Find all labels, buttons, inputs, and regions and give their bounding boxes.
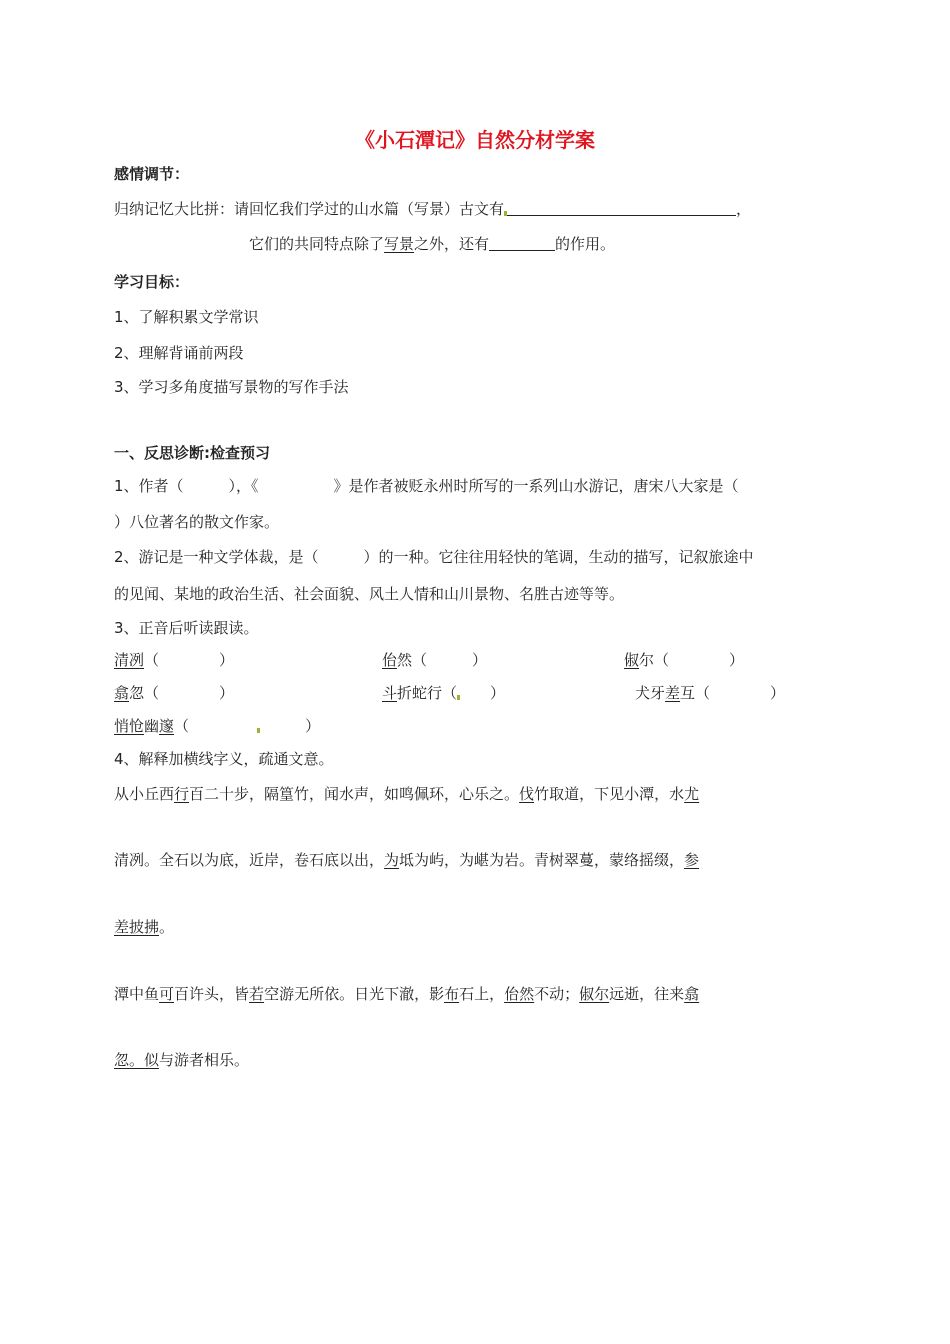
goal-item: 1、了解积累文学常识 [114,308,259,326]
pron-item-qiaochuang: 悄怆幽邃（ ） [114,717,321,735]
question-1-line-1: 1、作者（ ），《 》是作者被贬永州时所写的一系列山水游记，唐宋八大家是（ [114,477,739,495]
recall-suffix: ， [736,200,752,218]
question-2-line-2: 的见闻、某地的政治生活、社会面貌、风土人情和山川景物、名胜古迹等等。 [114,585,625,603]
section-heading-feeling: 感情调节： [114,165,190,183]
question-3: 3、正音后听读跟读。 [114,619,259,637]
question-1-line-2: ）八位著名的散文作家。 [114,513,280,531]
recall-line-2 [249,234,615,254]
goal-item: 3、学习多角度描写景物的写作手法 [114,378,349,396]
pron-item-chuer: 俶尔（ ） [624,651,745,669]
recall-line-1 [114,199,751,219]
pron-item-qinglie: 清冽（ ） [114,651,235,669]
pron-item-yiran: 佁然（ ） [382,651,488,669]
goal-item: 2、理解背诵前两段 [114,344,244,362]
recall-text-c: 的作用。 [555,235,616,253]
pron-item-quanya: 犬牙差互（ ） [635,684,786,702]
page-title: 《小石潭记》自然分材学案 [355,128,595,152]
answer-blank-function[interactable] [489,234,555,251]
section-heading-goals: 学习目标： [114,273,190,291]
question-2-line-1: 2、游记是一种文学体裁，是（ ）的一种。它往往用轻快的笔调，生动的描写，记叙旅途中 [114,548,754,566]
recall-prompt: 归纳记忆大比拼：请回忆我们学过的山水篇（写景）古文有 [114,200,505,218]
passage-line-5: 忽。似与游者相乐。 [114,1051,250,1069]
pron-item-douzhe: 斗折蛇行（ ） [382,684,506,702]
section-heading-preview: 一、反思诊断:检查预习 [114,444,270,462]
pron-item-xihu: 翕忽（ ） [114,684,235,702]
recall-text-b: 之外，还有 [414,235,490,253]
passage-line-2: 清冽。全石以为底，近岸，卷石底以出，为坻为屿，为嵁为岩。青树翠蔓，蒙络摇缀，参 [114,851,700,869]
answer-blank-texts[interactable] [507,199,736,216]
passage-line-1: 从小丘西行百二十步，隔篁竹，闻水声，如鸣佩环，心乐之。伐竹取道，下见小潭，水尤 [114,785,700,803]
passage-line-4: 潭中鱼可百许头，皆若空游无所依。日光下澈，影布石上，佁然不动；俶尔远逝，往来翕 [114,985,700,1003]
question-4: 4、解释加横线字义，疏通文意。 [114,750,334,768]
underlined-text: 写景 [384,235,415,253]
passage-line-3: 差披拂。 [114,918,175,936]
recall-text-a: 它们的共同特点除了 [249,235,385,253]
